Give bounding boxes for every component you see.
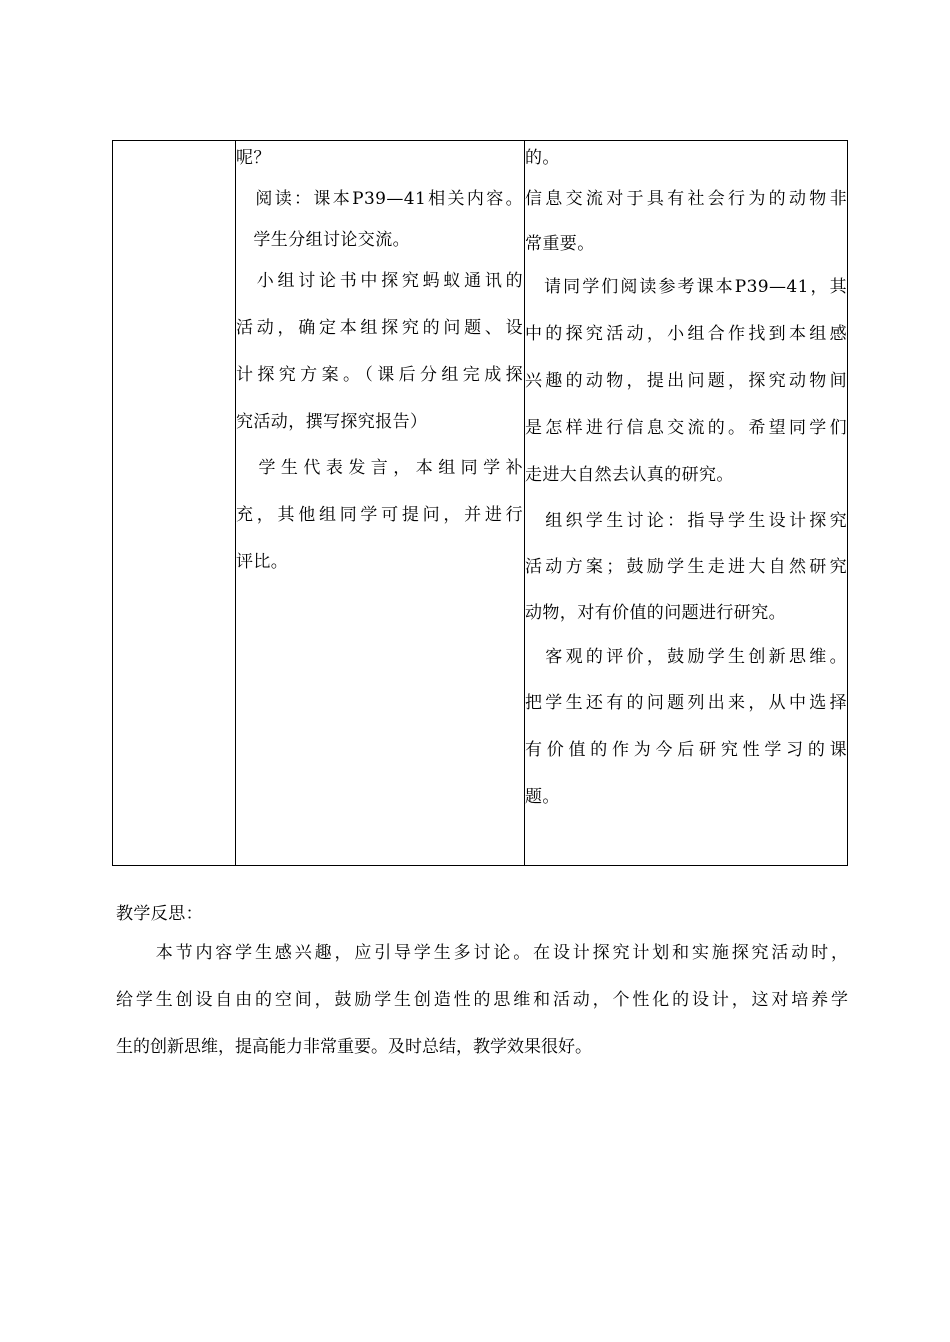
teacher-guidance-line: 客观的评价，鼓励学生创新思维。 <box>525 647 847 667</box>
teacher-guidance-line: 组织学生讨论：指导学生设计探究 <box>525 511 847 531</box>
student-activity-line: 活动，确定本组探究的问题、设 <box>236 318 523 338</box>
teacher-guidance-line: 题。 <box>525 787 560 807</box>
reflection-paragraph-line: 生的创新思维，提高能力非常重要。及时总结，教学效果很好。 <box>116 1037 592 1057</box>
teacher-guidance-line: 活动方案；鼓励学生走进大自然研究 <box>525 557 847 577</box>
teacher-guidance-line: 信息交流对于具有社会行为的动物非 <box>525 189 847 209</box>
student-activity-line: 小组讨论书中探究蚂蚁通讯的 <box>236 271 523 291</box>
reflection-paragraph-line: 给学生创设自由的空间，鼓励学生创造性的思维和活动，个性化的设计，这对培养学 <box>116 990 848 1010</box>
student-activity-line: 究活动，撰写探究报告） <box>236 412 428 432</box>
teacher-guidance-line: 兴趣的动物，提出问题，探究动物间 <box>525 371 847 391</box>
student-activity-line: 学生代表发言，本组同学补 <box>236 458 523 478</box>
reflection-paragraph-line: 本节内容学生感兴趣，应引导学生多讨论。在设计探究计划和实施探究活动时， <box>116 943 848 963</box>
student-activity-line: 计探究方案。（课后分组完成探 <box>236 365 523 385</box>
student-activity-line: 评比。 <box>236 552 289 572</box>
teacher-guidance-line: 有价值的作为今后研究性学习的课 <box>525 740 847 760</box>
teacher-guidance-line: 动物，对有价值的问题进行研究。 <box>525 603 786 623</box>
student-activity-line: 学生分组讨论交流。 <box>236 230 410 250</box>
teacher-guidance-line: 把学生还有的问题列出来，从中选择 <box>525 693 847 713</box>
teacher-guidance-line: 常重要。 <box>525 234 595 254</box>
student-activity-line: 呢？ <box>236 148 271 168</box>
lesson-table <box>112 140 848 866</box>
student-activity-line: 充，其他组同学可提问，并进行 <box>236 505 523 525</box>
reflection-heading: 教学反思： <box>116 904 203 924</box>
student-activity-line: 阅读：课本P39—41相关内容。 <box>236 189 523 209</box>
teacher-guidance-line: 中的探究活动，小组合作找到本组感 <box>525 324 847 344</box>
teacher-guidance-line: 走进大自然去认真的研究。 <box>525 465 734 485</box>
teacher-guidance-line: 的。 <box>525 148 560 168</box>
teacher-guidance-line: 请同学们阅读参考课本P39—41，其 <box>525 277 847 297</box>
teacher-guidance-line: 是怎样进行信息交流的。希望同学们 <box>525 418 847 438</box>
